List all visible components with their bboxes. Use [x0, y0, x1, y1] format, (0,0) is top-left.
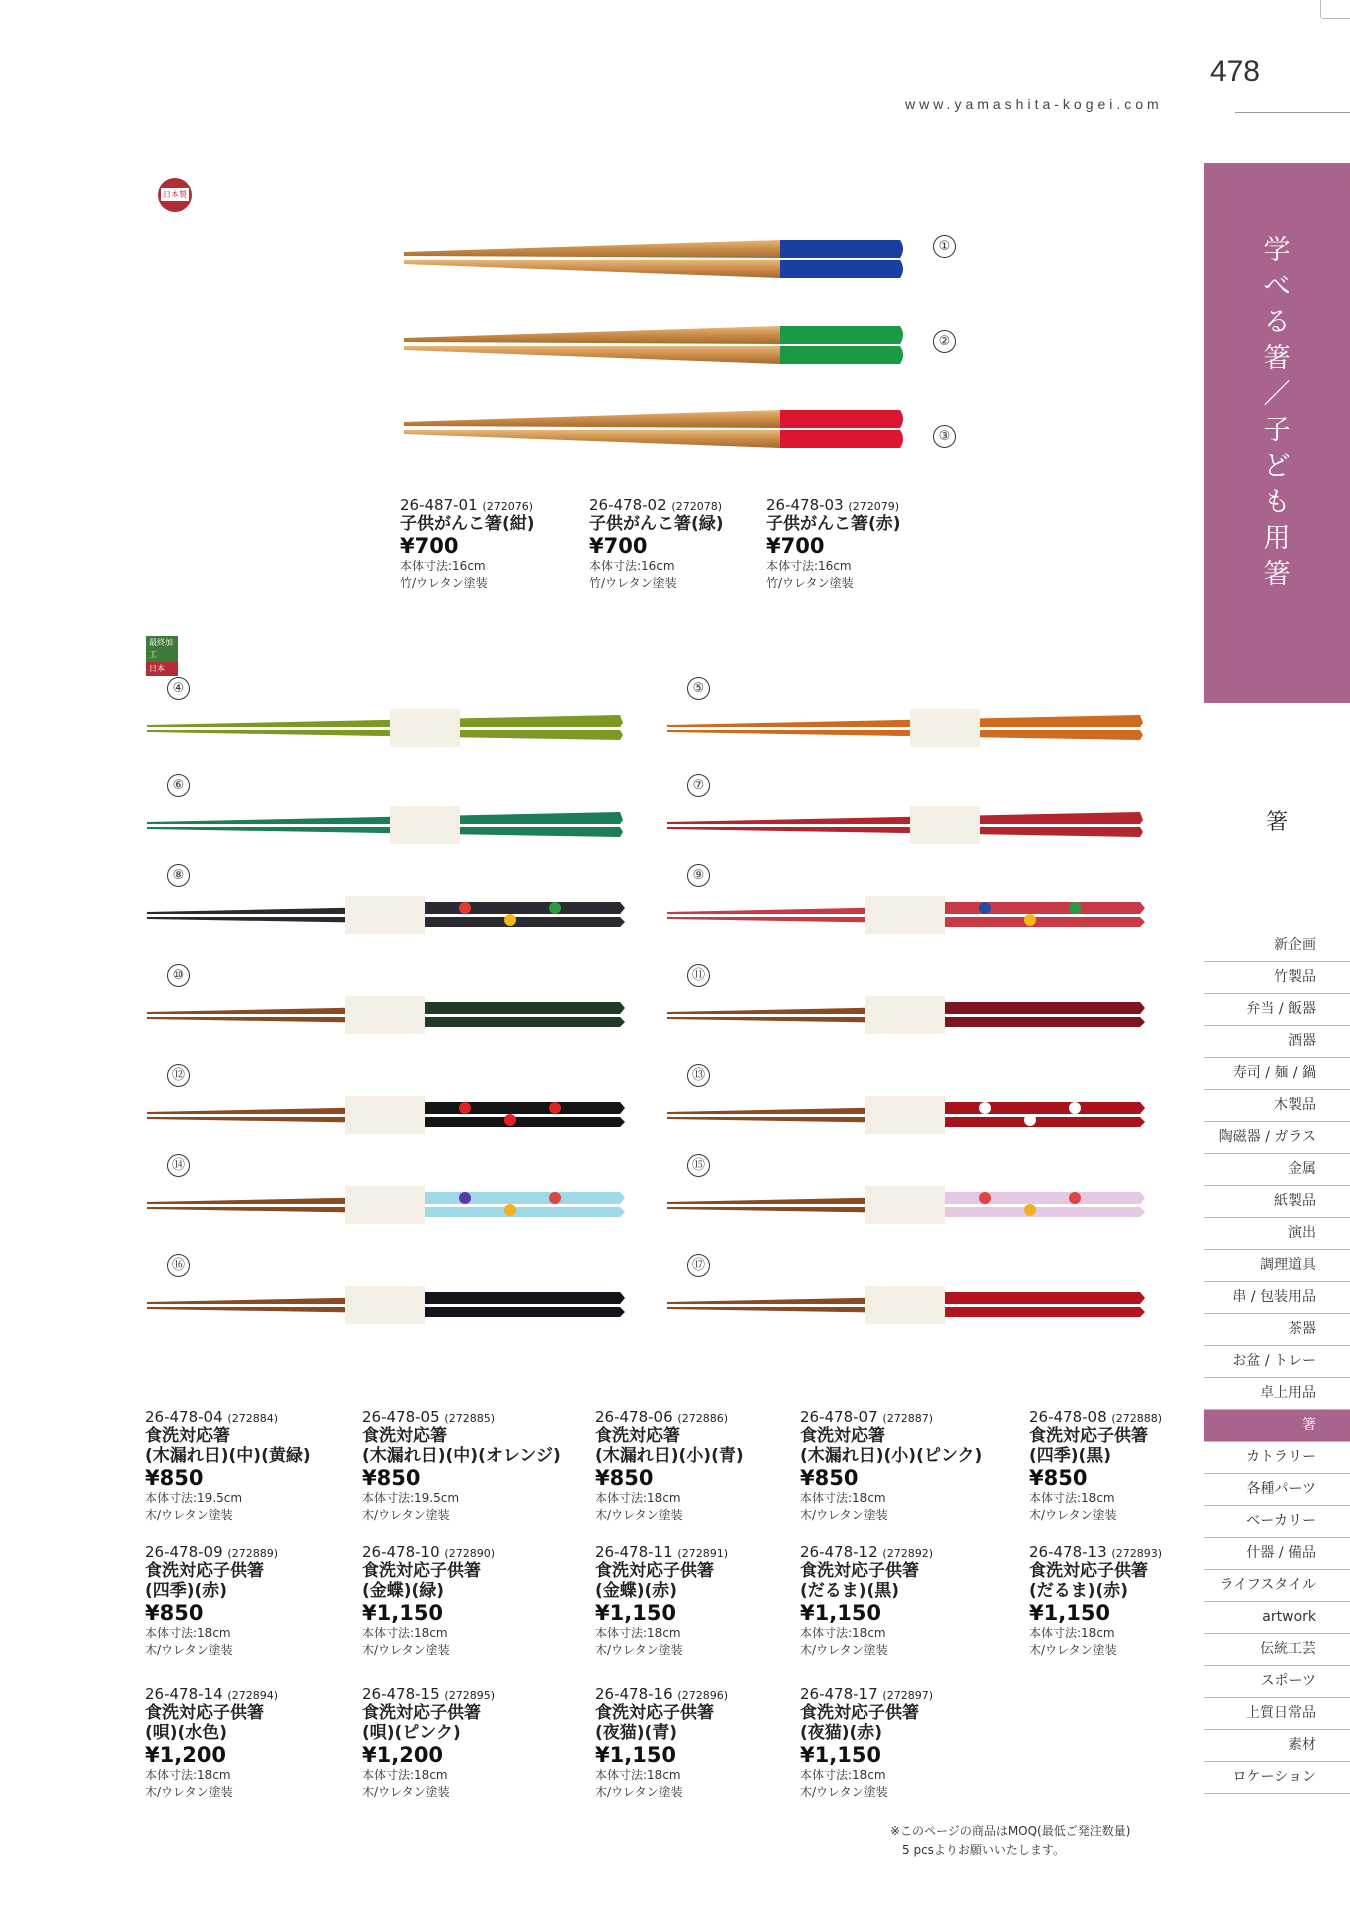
- product-name: 食洗対応子供箸 (だるま)(黒): [800, 1561, 919, 1601]
- chopstick-pair: [665, 800, 1155, 850]
- nav-item[interactable]: 箸: [1204, 1410, 1350, 1442]
- product-code-line: [766, 496, 971, 514]
- product-id: (272887): [882, 1412, 933, 1425]
- product-size: 本体寸法:16cm: [589, 559, 675, 573]
- product-name: 子供がんこ箸(赤): [766, 514, 901, 534]
- product-entry: [589, 496, 794, 592]
- product-code-line: [1029, 1408, 1234, 1426]
- product-id: (272891): [677, 1547, 728, 1560]
- product-price: ¥850: [362, 1466, 421, 1490]
- product-size: 本体寸法:18cm: [595, 1626, 681, 1640]
- chopstick-handle: [945, 1017, 1145, 1027]
- chopstick-decoration: [1069, 1102, 1081, 1114]
- chopstick-pair: [404, 240, 903, 278]
- item-number: ④: [167, 677, 190, 700]
- chopstick-decoration: [549, 1102, 561, 1114]
- product-material: 木/ウレタン塗装: [145, 1643, 233, 1657]
- item-number: ⑮: [687, 1154, 710, 1177]
- product-entry: [362, 1408, 567, 1524]
- chopstick-handle: [425, 1307, 625, 1317]
- product-material: 木/ウレタン塗装: [800, 1508, 888, 1522]
- chopstick-pair: [145, 1180, 635, 1230]
- product-name: 食洗対応箸 (木漏れ日)(小)(ピンク): [800, 1426, 983, 1466]
- chopstick-pair: [145, 703, 635, 753]
- product-entry: [362, 1685, 567, 1801]
- chopstick-pair: [145, 1280, 635, 1330]
- product-entry: [400, 496, 605, 592]
- product-size: 本体寸法:18cm: [595, 1768, 681, 1782]
- product-price: ¥1,150: [1029, 1601, 1111, 1625]
- item-number: ②: [933, 330, 956, 353]
- product-price: ¥1,150: [800, 1743, 882, 1767]
- product-material: 木/ウレタン塗装: [145, 1508, 233, 1522]
- nav-item[interactable]: 陶磁器 / ガラス: [1204, 1122, 1350, 1154]
- item-number: ⑩: [167, 964, 190, 987]
- nav-item[interactable]: 紙製品: [1204, 1186, 1350, 1218]
- product-name: 食洗対応子供箸 (唄)(水色): [145, 1703, 264, 1743]
- product-material: 木/ウレタン塗装: [362, 1508, 450, 1522]
- product-entry: [595, 1685, 800, 1801]
- side-banner-title: 学 べ る 箸 ／ 子 ど も 用 箸: [1263, 235, 1291, 590]
- product-code: 26-478-16: [595, 1685, 673, 1703]
- product-size: 本体寸法:18cm: [800, 1626, 886, 1640]
- product-name: 食洗対応子供箸 (四季)(黒): [1029, 1426, 1148, 1466]
- product-price: ¥1,150: [595, 1601, 677, 1625]
- product-size: 本体寸法:18cm: [145, 1626, 231, 1640]
- product-size: 本体寸法:18cm: [1029, 1626, 1115, 1640]
- nav-item[interactable]: スポーツ: [1204, 1666, 1350, 1698]
- product-code-line: [145, 1543, 350, 1561]
- chopstick-label: [910, 709, 980, 747]
- product-id: (272897): [882, 1689, 933, 1702]
- product-material: 木/ウレタン塗装: [1029, 1643, 1117, 1657]
- chopstick-decoration: [459, 1192, 471, 1204]
- nav-item[interactable]: 寿司 / 麺 / 鍋: [1204, 1058, 1350, 1090]
- product-id: (272895): [444, 1689, 495, 1702]
- chopstick-handle: [945, 1207, 1145, 1217]
- nav-item[interactable]: お盆 / トレー: [1204, 1346, 1350, 1378]
- product-entry: [362, 1543, 567, 1659]
- item-number: ⑪: [687, 964, 710, 987]
- product-material: 木/ウレタン塗装: [800, 1643, 888, 1657]
- chopstick-handle: [425, 1102, 625, 1114]
- chopstick-pair: [404, 326, 903, 364]
- chopstick-decoration: [1024, 1204, 1036, 1216]
- product-price: ¥700: [589, 534, 648, 558]
- chopstick-label: [390, 806, 460, 844]
- chopstick-handle: [945, 1002, 1145, 1014]
- product-code: 26-478-05: [362, 1408, 440, 1426]
- product-material: 竹/ウレタン塗装: [766, 576, 854, 590]
- product-code-line: [362, 1685, 567, 1703]
- product-name: 食洗対応箸 (木漏れ日)(中)(オレンジ): [362, 1426, 561, 1466]
- product-id: (272890): [444, 1547, 495, 1560]
- chopstick-decoration: [1069, 1192, 1081, 1204]
- product-code-line: [362, 1543, 567, 1561]
- product-id: (272889): [227, 1547, 278, 1560]
- item-number: ①: [933, 235, 956, 258]
- nav-item[interactable]: ライフスタイル: [1204, 1570, 1350, 1602]
- product-price: ¥700: [766, 534, 825, 558]
- chopstick-decoration: [1024, 1114, 1036, 1126]
- product-code-line: [362, 1408, 567, 1426]
- chopstick-decoration: [549, 1192, 561, 1204]
- product-entry: [800, 1685, 1005, 1801]
- product-size: 本体寸法:18cm: [595, 1491, 681, 1505]
- product-size: 本体寸法:18cm: [1029, 1491, 1115, 1505]
- chopstick-label: [865, 996, 945, 1034]
- chopstick-pair: [145, 1090, 635, 1140]
- tag-line: 日本: [146, 662, 178, 676]
- product-id: (272896): [677, 1689, 728, 1702]
- chopstick-handle: [425, 1117, 625, 1127]
- nav-item[interactable]: 素材: [1204, 1730, 1350, 1762]
- chopstick-label: [865, 1186, 945, 1224]
- chopstick-label: [345, 1096, 425, 1134]
- chopstick-handle: [425, 1292, 625, 1304]
- chopstick-handle: [425, 917, 625, 927]
- product-code: 26-478-15: [362, 1685, 440, 1703]
- divider: [1235, 112, 1350, 113]
- product-name: 食洗対応子供箸 (夜猫)(青): [595, 1703, 714, 1743]
- nav-item[interactable]: ロケーション: [1204, 1762, 1350, 1794]
- product-price: ¥850: [595, 1466, 654, 1490]
- nav-item[interactable]: 什器 / 備品: [1204, 1538, 1350, 1570]
- nav-item[interactable]: 酒器: [1204, 1026, 1350, 1058]
- product-id: (272884): [227, 1412, 278, 1425]
- product-size: 本体寸法:19.5cm: [145, 1491, 243, 1505]
- product-size: 本体寸法:18cm: [362, 1768, 448, 1782]
- product-price: ¥1,200: [362, 1743, 444, 1767]
- product-entry: [595, 1543, 800, 1659]
- item-number: ⑨: [687, 864, 710, 887]
- nav-item[interactable]: 新企画: [1204, 930, 1350, 962]
- chopstick-decoration: [504, 1114, 516, 1126]
- chopstick-handle: [425, 1002, 625, 1014]
- product-price: ¥1,150: [595, 1743, 677, 1767]
- product-price: ¥850: [145, 1466, 204, 1490]
- chopstick-handle: [425, 902, 625, 914]
- chopstick-label: [865, 1286, 945, 1324]
- chopstick-handle: [945, 1307, 1145, 1317]
- chopstick-handle: [945, 1117, 1145, 1127]
- product-size: 本体寸法:16cm: [766, 559, 852, 573]
- item-number: ⑭: [167, 1154, 190, 1177]
- chopstick: [147, 812, 623, 824]
- chopstick: [147, 715, 623, 727]
- product-code: 26-478-04: [145, 1408, 223, 1426]
- product-id: (272079): [848, 500, 899, 513]
- product-price: ¥1,150: [800, 1601, 882, 1625]
- side-banner: [1204, 163, 1350, 703]
- product-material: 木/ウレタン塗装: [145, 1785, 233, 1799]
- chopstick-handle: [425, 1207, 625, 1217]
- chopstick-handle: [425, 1192, 625, 1204]
- chopstick: [667, 715, 1143, 727]
- chopstick-pair: [665, 1090, 1155, 1140]
- chopstick-pair: [665, 703, 1155, 753]
- product-code: 26-478-13: [1029, 1543, 1107, 1561]
- product-material: 木/ウレタン塗装: [362, 1785, 450, 1799]
- nav-item[interactable]: 調理道具: [1204, 1250, 1350, 1282]
- nav-item[interactable]: 串 / 包装用品: [1204, 1282, 1350, 1314]
- chopstick-decoration: [979, 1192, 991, 1204]
- product-name: 食洗対応子供箸 (金蝶)(赤): [595, 1561, 714, 1601]
- item-number: ⑤: [687, 677, 710, 700]
- product-size: 本体寸法:16cm: [400, 559, 486, 573]
- nav-item[interactable]: 各種パーツ: [1204, 1474, 1350, 1506]
- product-size: 本体寸法:19.5cm: [362, 1491, 460, 1505]
- chopstick-label: [345, 896, 425, 934]
- chopstick-handle: [945, 1292, 1145, 1304]
- product-price: ¥1,200: [145, 1743, 227, 1767]
- chopstick-decoration: [459, 1102, 471, 1114]
- item-number: ⑬: [687, 1064, 710, 1087]
- product-code: 26-478-09: [145, 1543, 223, 1561]
- chopstick: [147, 827, 623, 837]
- product-material: 竹/ウレタン塗装: [400, 576, 488, 590]
- product-code: 26-478-03: [766, 496, 844, 514]
- chopstick-label: [865, 896, 945, 934]
- product-id: (272886): [677, 1412, 728, 1425]
- chopstick-label: [865, 1096, 945, 1134]
- product-code-line: [595, 1685, 800, 1703]
- item-number: ⑫: [167, 1064, 190, 1087]
- chopstick-pair: [665, 890, 1155, 940]
- chopstick-decoration: [504, 914, 516, 926]
- product-code-line: [145, 1408, 350, 1426]
- product-code: 26-478-07: [800, 1408, 878, 1426]
- crop-mark: [1320, 0, 1321, 18]
- page-number: 478: [1209, 55, 1260, 88]
- nav-item[interactable]: 上質日常品: [1204, 1698, 1350, 1730]
- crop-mark: [1322, 18, 1350, 19]
- chopstick-handle: [425, 1017, 625, 1027]
- category-nav: [1204, 930, 1350, 1794]
- chopstick-decoration: [1024, 914, 1036, 926]
- item-number: ⑧: [167, 864, 190, 887]
- product-size: 本体寸法:18cm: [362, 1626, 448, 1640]
- product-entry: [595, 1408, 800, 1524]
- nav-item[interactable]: 茶器: [1204, 1314, 1350, 1346]
- product-name: 食洗対応箸 (木漏れ日)(小)(青): [595, 1426, 744, 1466]
- item-number: ⑦: [687, 774, 710, 797]
- product-name: 食洗対応箸 (木漏れ日)(中)(黄緑): [145, 1426, 311, 1466]
- product-code-line: [1029, 1543, 1234, 1561]
- product-entry: [145, 1685, 350, 1801]
- nav-item[interactable]: artwork: [1204, 1602, 1350, 1634]
- final-process-japan-tag: [146, 636, 178, 676]
- product-material: 木/ウレタン塗装: [595, 1508, 683, 1522]
- product-entry: [1029, 1408, 1234, 1524]
- chopstick-pair: [665, 1180, 1155, 1230]
- product-entry: [1029, 1543, 1234, 1659]
- product-name: 食洗対応子供箸 (だるま)(赤): [1029, 1561, 1148, 1601]
- chopstick-handle: [945, 917, 1145, 927]
- product-id: (272894): [227, 1689, 278, 1702]
- chopstick-decoration: [504, 1204, 516, 1216]
- chopstick-pair: [145, 990, 635, 1040]
- chopstick-decoration: [549, 902, 561, 914]
- website-url[interactable]: www.yamashita-kogei.com: [905, 96, 1163, 112]
- product-name: 食洗対応子供箸 (唄)(ピンク): [362, 1703, 481, 1743]
- product-entry: [800, 1543, 1005, 1659]
- product-material: 木/ウレタン塗装: [1029, 1508, 1117, 1522]
- badge-label: 日本製: [163, 190, 187, 199]
- moq-footnote: ※このページの商品はMOQ(最低ご発注数量) 5 pcsよりお願いいたします。: [890, 1824, 1131, 1857]
- product-id: (272076): [482, 500, 533, 513]
- chopstick-handle: [945, 1192, 1145, 1204]
- nav-item[interactable]: 木製品: [1204, 1090, 1350, 1122]
- chopstick-pair: [665, 1280, 1155, 1330]
- chopstick: [667, 827, 1143, 837]
- item-number: ⑰: [687, 1254, 710, 1277]
- chopstick: [667, 812, 1143, 824]
- made-in-japan-badge: [158, 178, 192, 212]
- chopstick-decoration: [979, 1102, 991, 1114]
- product-code-line: [800, 1543, 1005, 1561]
- product-code: 26-478-02: [589, 496, 667, 514]
- product-material: 木/ウレタン塗装: [595, 1643, 683, 1657]
- product-name: 食洗対応子供箸 (金蝶)(緑): [362, 1561, 481, 1601]
- product-code: 26-478-08: [1029, 1408, 1107, 1426]
- product-id: (272888): [1111, 1412, 1162, 1425]
- product-code-line: [145, 1685, 350, 1703]
- product-name: 子供がんこ箸(紺): [400, 514, 535, 534]
- side-category-label: 箸: [1265, 810, 1288, 835]
- product-code: 26-478-11: [595, 1543, 673, 1561]
- product-entry: [766, 496, 971, 592]
- chopstick-decoration: [1069, 902, 1081, 914]
- product-id: (272885): [444, 1412, 495, 1425]
- product-size: 本体寸法:18cm: [145, 1768, 231, 1782]
- product-id: (272893): [1111, 1547, 1162, 1560]
- nav-item[interactable]: 弁当 / 飯器: [1204, 994, 1350, 1026]
- chopstick-handle: [945, 1102, 1145, 1114]
- chopstick-handle: [945, 902, 1145, 914]
- chopstick-label: [345, 1286, 425, 1324]
- product-code-line: [800, 1408, 1005, 1426]
- chopstick-decoration: [979, 902, 991, 914]
- product-code-line: [400, 496, 605, 514]
- product-size: 本体寸法:18cm: [800, 1768, 886, 1782]
- product-material: 木/ウレタン塗装: [800, 1785, 888, 1799]
- product-material: 木/ウレタン塗装: [362, 1643, 450, 1657]
- nav-item[interactable]: 竹製品: [1204, 962, 1350, 994]
- product-code: 26-487-01: [400, 496, 478, 514]
- nav-item[interactable]: 金属: [1204, 1154, 1350, 1186]
- chopstick-pair: [145, 800, 635, 850]
- nav-item[interactable]: ベーカリー: [1204, 1506, 1350, 1538]
- product-code-line: [589, 496, 794, 514]
- chopstick-pair: [145, 890, 635, 940]
- product-price: ¥850: [1029, 1466, 1088, 1490]
- chopstick-label: [345, 996, 425, 1034]
- product-id: (272892): [882, 1547, 933, 1560]
- product-price: ¥850: [800, 1466, 859, 1490]
- item-number: ⑯: [167, 1254, 190, 1277]
- product-code: 26-478-10: [362, 1543, 440, 1561]
- chopstick-pair: [665, 990, 1155, 1040]
- nav-item[interactable]: 伝統工芸: [1204, 1634, 1350, 1666]
- product-material: 竹/ウレタン塗装: [589, 576, 677, 590]
- product-id: (272078): [671, 500, 722, 513]
- product-name: 食洗対応子供箸 (四季)(赤): [145, 1561, 264, 1601]
- product-code: 26-478-06: [595, 1408, 673, 1426]
- nav-item[interactable]: カトラリー: [1204, 1442, 1350, 1474]
- product-name: 子供がんこ箸(緑): [589, 514, 724, 534]
- product-code: 26-478-17: [800, 1685, 878, 1703]
- nav-item[interactable]: 卓上用品: [1204, 1378, 1350, 1410]
- item-number: ③: [933, 425, 956, 448]
- chopstick: [147, 730, 623, 740]
- product-price: ¥1,150: [362, 1601, 444, 1625]
- product-code-line: [595, 1408, 800, 1426]
- top-chopsticks-image: [390, 210, 970, 470]
- product-material: 木/ウレタン塗装: [595, 1785, 683, 1799]
- product-code: 26-478-14: [145, 1685, 223, 1703]
- product-entry: [145, 1543, 350, 1659]
- product-size: 本体寸法:18cm: [800, 1491, 886, 1505]
- chopstick-label: [910, 806, 980, 844]
- product-name: 食洗対応子供箸 (夜猫)(赤): [800, 1703, 919, 1743]
- chopstick: [667, 730, 1143, 740]
- chopstick-label: [345, 1186, 425, 1224]
- product-code: 26-478-12: [800, 1543, 878, 1561]
- product-price: ¥850: [145, 1601, 204, 1625]
- chopstick-pair: [404, 410, 903, 448]
- product-code-line: [595, 1543, 800, 1561]
- item-number: ⑥: [167, 774, 190, 797]
- tag-line: 最終加工: [146, 636, 178, 662]
- chopstick-decoration: [459, 902, 471, 914]
- nav-item[interactable]: 演出: [1204, 1218, 1350, 1250]
- product-code-line: [800, 1685, 1005, 1703]
- product-entry: [800, 1408, 1005, 1524]
- product-entry: [145, 1408, 350, 1524]
- product-price: ¥700: [400, 534, 459, 558]
- chopstick-label: [390, 709, 460, 747]
